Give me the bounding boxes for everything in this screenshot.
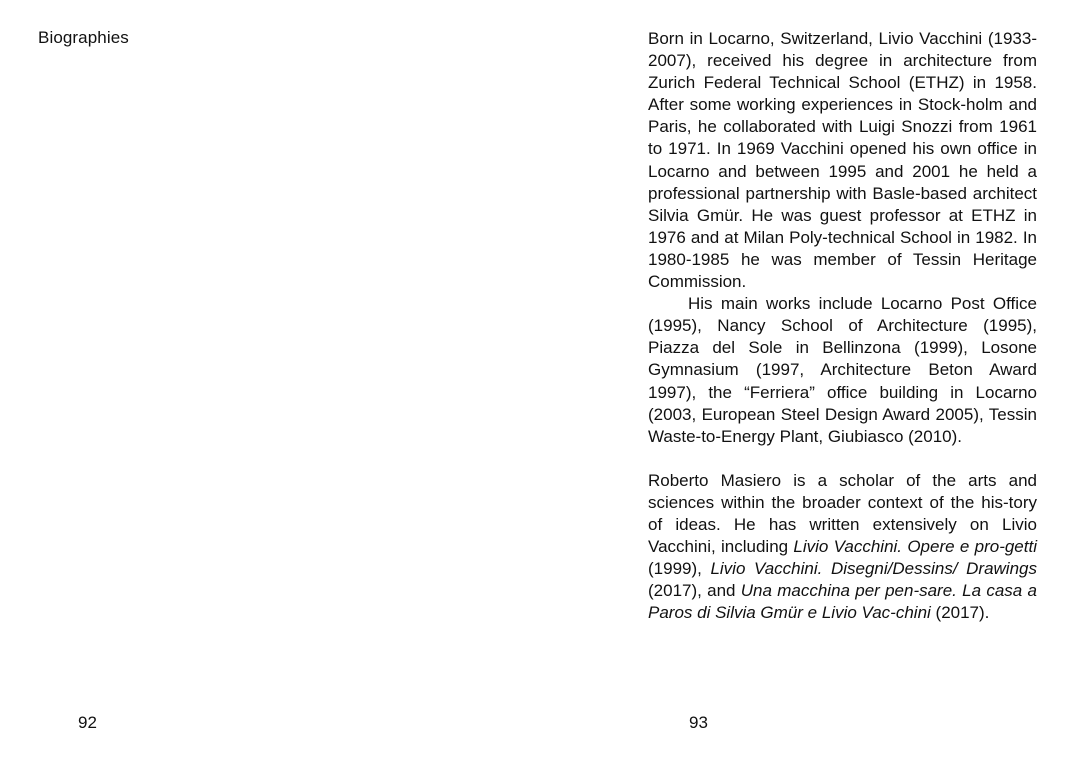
section-title: Biographies (38, 28, 129, 47)
left-page (0, 0, 537, 768)
masiero-bio-paragraph (648, 470, 1037, 625)
book-title-opere-e-progetti: Livio Vacchini. Opere e pro-getti (793, 537, 1037, 557)
masiero-bio-intro: Roberto Masiero is a scholar of the arts and sciences within the broader context of the his-tory of ideas. He has written extensively on Livio Vacchini, including (648, 470, 1037, 557)
page-number-right: 93 (689, 713, 708, 732)
right-page (537, 0, 1075, 768)
book-year-2: (2017), and (648, 581, 741, 601)
book-title-disegni: Livio Vacchini. Disegni/Dessins/ Drawings (710, 559, 1037, 579)
book-year-1: (1999), (648, 559, 711, 579)
biography-text (648, 28, 1037, 624)
page-number-left: 92 (78, 713, 97, 732)
vacchini-bio-paragraph-2: His main works include Locarno Post Office (1995), Nancy School of Architecture (1995), Piazza del Sole in Bellinzona (1999), Losone Gymnasium (1997, Architecture Beton Award 1997), the “Ferriera” office building in Locarno (2003, European Steel Design Award 2005), Tessin Waste-to-Energy Plant, Giubiasco (2010). (648, 294, 1037, 446)
book-year-3: (2017). (930, 603, 990, 623)
book-title-una-macchina: Una macchina per pen-sare. La casa a Paros di Silvia Gmür e Livio Vac-chini (648, 581, 1037, 623)
vacchini-bio-paragraph-1: Born in Locarno, Switzerland, Livio Vacchini (1933-2007), received his degree in architecture from Zurich Federal Technical School (ETHZ) in 1958. After some working experiences in Stock-holm and Paris, he collaborated with Luigi Snozzi from 1961 to 1971. In 1969 Vacchini opened his own office in Locarno and between 1995 and 2001 he held a professional partnership with Basle-based architect Silvia Gmür. He was guest professor at ETHZ in 1976 and at Milan Poly-technical School in 1982. In 1980-1985 he was member of Tessin Heritage Commission. (648, 29, 1037, 292)
